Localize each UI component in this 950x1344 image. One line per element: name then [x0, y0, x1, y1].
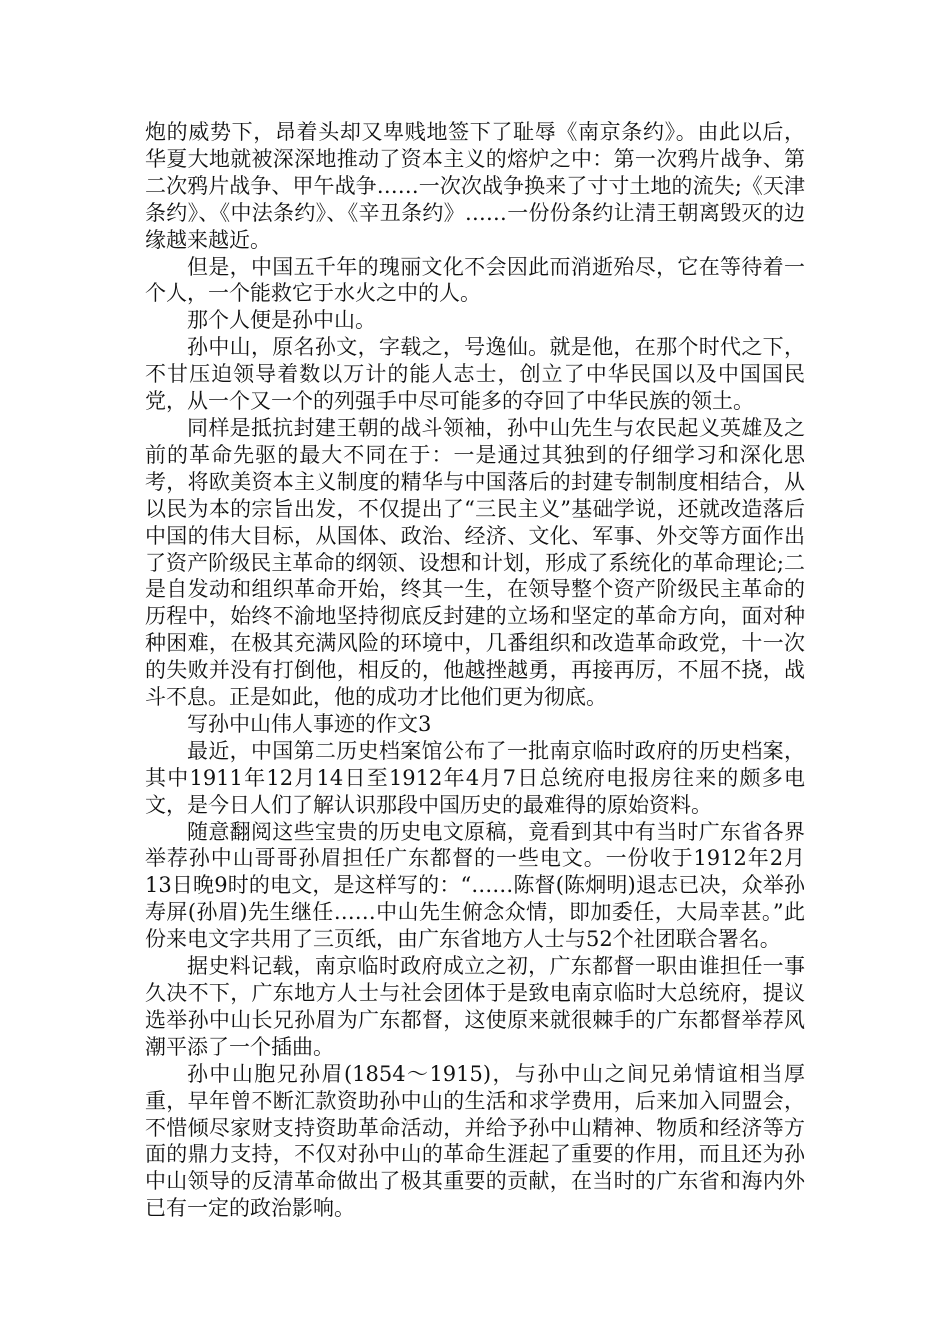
paragraph: 那个人便是孙中山。: [187, 308, 376, 333]
paragraph: 据史料记载，南京临时政府成立之初，广东都督一职由谁担任一事久决不下，广东地方人士与社会团体于是致电南京临时大总统府，提议选举孙中山长兄孙眉为广东都督，这使原来就很棘手的广东都督举荐风潮平添了一个插曲。: [145, 954, 805, 1059]
paragraph: 最近，中国第二历史档案馆公布了一批南京临时政府的历史档案，其中1911年12月14日至1912年4月7日总统府电报房往来的颇多电文，是今日人们了解认识那段中国历史的最难得的原始资料。: [145, 738, 805, 817]
document-body: [145, 119, 805, 1222]
section-heading: 写孙中山伟人事迹的作文3: [187, 711, 432, 736]
paragraph: 但是，中国五千年的瑰丽文化不会因此而消逝殆尽，它在等待着一个人，一个能救它于水火之中的人。: [145, 254, 805, 306]
paragraph: 炮的威势下，昂着头却又卑贱地签下了耻辱《南京条约》。由此以后，华夏大地就被深深地推动了资本主义的熔炉之中：第一次鸦片战争、第二次鸦片战争、甲午战争……一次次战争换来了寸寸土地的流失;《天津条约》、《中法条约》、《辛丑条约》……一份份条约让清王朝离毁灭的边缘越来越近。: [145, 120, 805, 252]
paragraph: 孙中山胞兄孙眉(1854～1915)，与孙中山之间兄弟情谊相当厚重，早年曾不断汇款资助孙中山的生活和求学费用，后来加入同盟会，不惜倾尽家财支持资助革命活动，并给予孙中山精神、物质和经济等方面的鼎力支持，不仅对孙中山的革命生涯起了重要的作用，而且还为孙中山领导的反清革命做出了极其重要的贡献，在当时的广东省和海内外已有一定的政治影响。: [145, 1061, 805, 1221]
paragraph: 孙中山，原名孙文，字载之，号逸仙。就是他，在那个时代之下，不甘压迫领导着数以万计的能人志士，创立了中华民国以及中国国民党，从一个又一个的列强手中尽可能多的夺回了中华民族的领土。: [145, 335, 805, 414]
paragraph: 同样是抵抗封建王朝的战斗领袖，孙中山先生与农民起义英雄及之前的革命先驱的最大不同在于：一是通过其独到的仔细学习和深化思考，将欧美资本主义制度的精华与中国落后的封建专制制度相结合，从以民为本的宗旨出发，不仅提出了“三民主义”基础学说，还就改造落后中国的伟大目标，从国体、政治、经济、文化、军事、外交等方面作出了资产阶级民主革命的纲领、设想和计划，形成了系统化的革命理论;二是自发动和组织革命开始，终其一生，在领导整个资产阶级民主革命的历程中，始终不渝地坚持彻底反封建的立场和坚定的革命方向，面对种种困难，在极其充满风险的环境中，几番组织和改造革命政党，十一次的失败并没有打倒他，相反的，他越挫越勇，再接再厉，不屈不挠，战斗不息。正是如此，他的成功才比他们更为彻底。: [145, 415, 805, 710]
paragraph: 随意翻阅这些宝贵的历史电文原稿，竟看到其中有当时广东省各界举荐孙中山哥哥孙眉担任广东都督的一些电文。一份收于1912年2月13日晚9时的电文，是这样写的：“……陈督(陈炯明)退志已决，众举孙寿屏(孙眉)先生继任……中山先生俯念众情，即加委任，大局幸甚。”此份来电文字共用了三页纸，由广东省地方人士与52个社团联合署名。: [145, 819, 805, 952]
